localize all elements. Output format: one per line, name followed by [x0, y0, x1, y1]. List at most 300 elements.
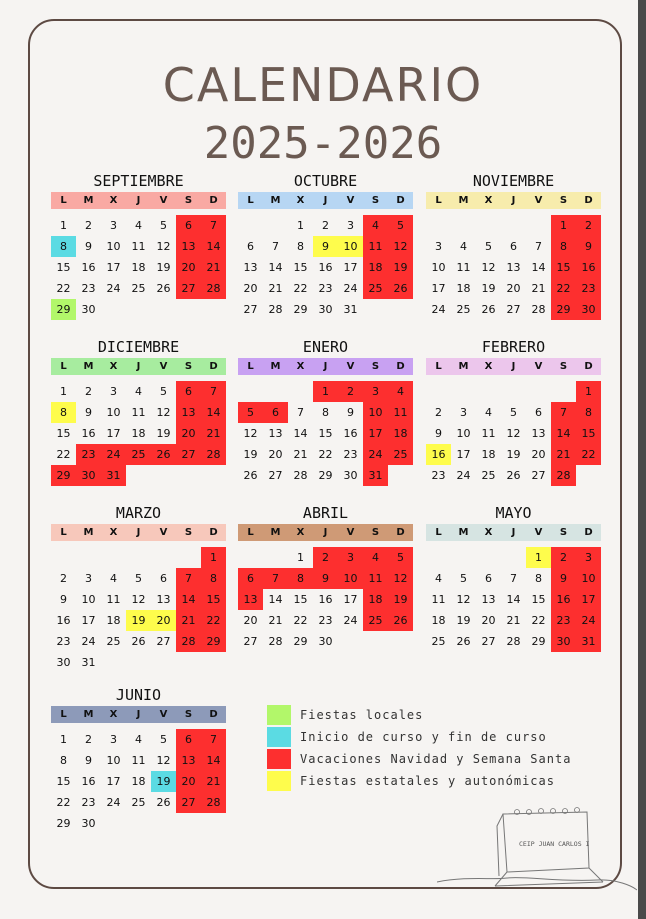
day-cell: 3	[363, 381, 388, 402]
day-cell: 26	[156, 796, 171, 809]
day-cell: 12	[388, 568, 413, 589]
day-cell: 9	[347, 406, 354, 419]
day-cell: 26	[243, 469, 258, 482]
day-cell: 16	[551, 589, 576, 610]
weekday-label: V	[346, 527, 355, 538]
day-cell: 5	[388, 547, 413, 568]
weekday-header	[51, 358, 226, 375]
legend-item-course	[267, 727, 587, 748]
day-cell: 20	[151, 610, 176, 631]
day-cell: 24	[431, 303, 446, 316]
day-cell: 19	[126, 610, 151, 631]
day-cell: 28	[268, 303, 283, 316]
day-cell: 29	[531, 635, 546, 648]
weekday-label: S	[184, 527, 193, 538]
day-cell: 11	[481, 427, 496, 440]
day-cell: 3	[347, 219, 354, 232]
day-cell: 1	[60, 733, 67, 746]
day-cell: 9	[551, 568, 576, 589]
month-name: FEBRERO	[481, 338, 546, 356]
day-cell: 22	[576, 444, 601, 465]
day-cell: 28	[506, 635, 521, 648]
weekday-label: V	[346, 361, 355, 372]
month-name: MARZO	[115, 504, 162, 522]
day-cell: 22	[551, 278, 576, 299]
day-cell: 18	[431, 614, 446, 627]
day-cell: 6	[485, 572, 492, 585]
day-cell: 2	[551, 547, 576, 568]
day-cell: 30	[576, 299, 601, 320]
month-diciembre	[51, 338, 226, 508]
day-cell: 10	[106, 754, 121, 767]
day-cell: 21	[201, 771, 226, 792]
weekday-header	[238, 524, 413, 541]
weekday-label: X	[484, 527, 493, 538]
day-cell: 23	[431, 469, 446, 482]
day-cell: 24	[576, 610, 601, 631]
day-cell: 3	[110, 385, 117, 398]
day-cell: 26	[456, 635, 471, 648]
day-cell: 8	[51, 402, 76, 423]
day-cell: 6	[160, 572, 167, 585]
day-cell: 4	[485, 406, 492, 419]
day-cell: 18	[481, 448, 496, 461]
day-cell: 6	[247, 240, 254, 253]
month-name: ENERO	[302, 338, 349, 356]
day-cell: 3	[110, 733, 117, 746]
day-cell: 21	[176, 610, 201, 631]
day-cell: 1	[551, 215, 576, 236]
weekday-label: L	[247, 527, 254, 538]
day-cell: 8	[201, 568, 226, 589]
weekday-label: S	[371, 527, 380, 538]
day-cell: 18	[131, 261, 146, 274]
weekday-label: L	[435, 527, 442, 538]
day-cell: 25	[363, 278, 388, 299]
weekday-label: M	[270, 527, 281, 538]
day-cell: 30	[81, 817, 96, 830]
day-cell: 2	[338, 381, 363, 402]
day-cell: 27	[506, 303, 521, 316]
day-cell: 4	[363, 215, 388, 236]
weekday-label: M	[83, 361, 94, 372]
day-cell: 14	[268, 261, 283, 274]
legend-label: Vacaciones Navidad y Semana Santa	[300, 752, 572, 766]
day-cell: 7	[201, 215, 226, 236]
day-cell: 31	[363, 465, 388, 486]
day-cell: 3	[460, 406, 467, 419]
weekday-label: L	[60, 195, 67, 206]
day-cell: 12	[456, 593, 471, 606]
day-cell: 20	[481, 614, 496, 627]
day-cell: 4	[135, 385, 142, 398]
day-cell: 4	[435, 572, 442, 585]
weekday-header	[426, 524, 601, 541]
day-cell: 29	[51, 465, 76, 486]
day-cell: 5	[460, 572, 467, 585]
weekday-label: D	[209, 527, 218, 538]
day-cell: 10	[363, 402, 388, 423]
day-cell: 16	[343, 427, 358, 440]
day-cell: 29	[293, 635, 308, 648]
day-cell: 15	[318, 427, 333, 440]
day-cell: 2	[435, 406, 442, 419]
day-cell: 22	[201, 610, 226, 631]
day-cell: 17	[106, 775, 121, 788]
day-cell: 9	[60, 593, 67, 606]
weekday-label: V	[159, 361, 168, 372]
day-cell: 6	[535, 406, 542, 419]
day-cell: 16	[56, 614, 71, 627]
day-cell: 9	[313, 568, 338, 589]
day-cell: 21	[268, 282, 283, 295]
day-cell: 16	[426, 444, 451, 465]
weekday-label: J	[511, 527, 516, 538]
day-cell: 27	[531, 469, 546, 482]
month-name: ABRIL	[302, 504, 349, 522]
day-cell: 29	[293, 303, 308, 316]
month-name: MAYO	[495, 504, 532, 522]
day-cell: 25	[431, 635, 446, 648]
day-cell: 15	[531, 593, 546, 606]
weekday-label: D	[396, 195, 405, 206]
day-cell: 26	[388, 610, 413, 631]
day-cell: 19	[156, 427, 171, 440]
day-cell: 23	[318, 614, 333, 627]
day-cell: 28	[293, 469, 308, 482]
weekday-label: M	[270, 195, 281, 206]
day-cell: 20	[268, 448, 283, 461]
day-cell: 2	[85, 733, 92, 746]
day-cell: 29	[551, 299, 576, 320]
day-cell: 1	[60, 385, 67, 398]
weekday-header	[51, 192, 226, 209]
weekday-label: L	[60, 361, 67, 372]
day-cell: 24	[456, 469, 471, 482]
day-cell: 25	[106, 635, 121, 648]
school-desk-calendar-icon	[437, 806, 637, 892]
weekday-label: X	[296, 195, 305, 206]
day-cell: 31	[343, 303, 358, 316]
day-cell: 16	[318, 261, 333, 274]
day-cell: 25	[363, 610, 388, 631]
day-cell: 24	[101, 444, 126, 465]
day-cell: 10	[338, 568, 363, 589]
legend-item-national	[267, 771, 587, 792]
day-cell: 8	[297, 240, 304, 253]
weekday-label: D	[584, 527, 593, 538]
day-cell: 27	[243, 303, 258, 316]
day-cell: 28	[201, 278, 226, 299]
weekday-label: S	[184, 709, 193, 720]
day-cell: 5	[485, 240, 492, 253]
weekday-label: V	[346, 195, 355, 206]
day-cell: 6	[263, 402, 288, 423]
day-cell: 19	[243, 448, 258, 461]
day-cell: 7	[510, 572, 517, 585]
day-cell: 15	[576, 423, 601, 444]
day-cell: 22	[531, 614, 546, 627]
day-cell: 8	[288, 568, 313, 589]
day-cell: 6	[510, 240, 517, 253]
day-cell: 17	[363, 423, 388, 444]
weekday-label: M	[83, 527, 94, 538]
day-cell: 20	[506, 282, 521, 295]
day-cell: 8	[551, 236, 576, 257]
day-cell: 5	[510, 406, 517, 419]
day-cell: 8	[322, 406, 329, 419]
day-cell: 6	[176, 381, 201, 402]
day-cell: 8	[51, 236, 76, 257]
day-cell: 10	[576, 568, 601, 589]
day-cell: 25	[131, 796, 146, 809]
legend-item-holidays	[267, 749, 587, 770]
day-cell: 23	[81, 282, 96, 295]
day-cell: 1	[576, 381, 601, 402]
weekday-label: S	[184, 361, 193, 372]
weekday-label: L	[60, 527, 67, 538]
day-cell: 18	[131, 427, 146, 440]
day-cell: 7	[272, 240, 279, 253]
day-cell: 2	[322, 219, 329, 232]
day-cell: 6	[176, 215, 201, 236]
day-cell: 25	[388, 444, 413, 465]
day-cell: 23	[318, 282, 333, 295]
weekday-label: X	[109, 195, 118, 206]
day-cell: 8	[535, 572, 542, 585]
day-cell: 5	[135, 572, 142, 585]
weekday-label: J	[511, 195, 516, 206]
day-cell: 27	[268, 469, 283, 482]
weekday-label: V	[159, 527, 168, 538]
day-cell: 30	[551, 631, 576, 652]
weekday-label: J	[323, 195, 328, 206]
month-septiembre	[51, 172, 226, 342]
weekday-label: D	[584, 361, 593, 372]
day-cell: 13	[156, 593, 171, 606]
weekday-label: X	[109, 527, 118, 538]
day-cell: 21	[201, 423, 226, 444]
day-cell: 7	[176, 568, 201, 589]
day-cell: 13	[268, 427, 283, 440]
day-cell: 28	[201, 792, 226, 813]
day-cell: 15	[293, 593, 308, 606]
weekday-label: M	[270, 361, 281, 372]
day-cell: 19	[456, 614, 471, 627]
day-cell: 23	[551, 610, 576, 631]
day-cell: 18	[131, 775, 146, 788]
weekday-label: D	[396, 361, 405, 372]
day-cell: 16	[576, 257, 601, 278]
day-cell: 20	[531, 448, 546, 461]
day-cell: 14	[551, 423, 576, 444]
day-cell: 30	[56, 656, 71, 669]
day-cell: 14	[293, 427, 308, 440]
day-cell: 22	[56, 448, 71, 461]
day-cell: 30	[81, 303, 96, 316]
day-cell: 17	[343, 261, 358, 274]
day-cell: 26	[481, 303, 496, 316]
day-cell: 14	[506, 593, 521, 606]
day-cell: 29	[56, 817, 71, 830]
day-cell: 11	[131, 406, 146, 419]
day-cell: 2	[85, 385, 92, 398]
day-cell: 19	[151, 771, 176, 792]
day-cell: 23	[76, 444, 101, 465]
day-cell: 21	[293, 448, 308, 461]
weekday-label: S	[184, 195, 193, 206]
weekday-label: S	[371, 195, 380, 206]
weekday-header	[51, 524, 226, 541]
day-cell: 28	[551, 465, 576, 486]
day-cell: 1	[297, 551, 304, 564]
weekday-label: M	[458, 195, 469, 206]
day-cell: 26	[151, 444, 176, 465]
day-cell: 7	[551, 402, 576, 423]
weekday-label: S	[559, 361, 568, 372]
day-cell: 4	[135, 219, 142, 232]
day-cell: 14	[201, 750, 226, 771]
month-name: DICIEMBRE	[97, 338, 180, 356]
day-cell: 10	[81, 593, 96, 606]
weekday-label: J	[136, 709, 141, 720]
month-marzo	[51, 504, 226, 674]
day-cell: 4	[363, 547, 388, 568]
day-cell: 20	[243, 282, 258, 295]
day-cell: 9	[85, 754, 92, 767]
day-cell: 9	[85, 406, 92, 419]
day-cell: 3	[338, 547, 363, 568]
day-cell: 16	[81, 427, 96, 440]
legend-swatch	[267, 705, 291, 725]
day-cell: 1	[297, 219, 304, 232]
day-cell: 30	[76, 465, 101, 486]
day-cell: 4	[388, 381, 413, 402]
day-cell: 24	[106, 282, 121, 295]
day-cell: 28	[176, 631, 201, 652]
school-name: CEIP JUAN CARLOS I	[519, 840, 590, 848]
day-cell: 3	[435, 240, 442, 253]
day-cell: 14	[201, 236, 226, 257]
day-cell: 25	[126, 444, 151, 465]
day-cell: 26	[156, 282, 171, 295]
day-cell: 14	[201, 402, 226, 423]
weekday-label: D	[209, 195, 218, 206]
day-cell: 19	[506, 448, 521, 461]
day-cell: 2	[60, 572, 67, 585]
month-name: JUNIO	[115, 686, 162, 704]
weekday-label: X	[109, 709, 118, 720]
month-noviembre	[426, 172, 601, 342]
day-cell: 21	[551, 444, 576, 465]
day-cell: 7	[201, 381, 226, 402]
day-cell: 28	[531, 303, 546, 316]
day-cell: 7	[297, 406, 304, 419]
day-cell: 17	[81, 614, 96, 627]
day-cell: 10	[431, 261, 446, 274]
day-cell: 18	[388, 423, 413, 444]
day-cell: 3	[576, 547, 601, 568]
month-name: NOVIEMBRE	[472, 172, 555, 190]
weekday-label: J	[323, 361, 328, 372]
day-cell: 18	[106, 614, 121, 627]
weekday-header	[238, 192, 413, 209]
day-cell: 13	[506, 261, 521, 274]
day-cell: 11	[363, 236, 388, 257]
day-cell: 27	[176, 792, 201, 813]
day-cell: 11	[388, 402, 413, 423]
day-cell: 10	[338, 236, 363, 257]
day-cell: 24	[343, 282, 358, 295]
weekday-label: S	[559, 195, 568, 206]
weekday-label: L	[247, 195, 254, 206]
day-cell: 5	[238, 402, 263, 423]
day-cell: 4	[460, 240, 467, 253]
weekday-label: L	[435, 195, 442, 206]
weekday-label: X	[296, 527, 305, 538]
day-cell: 12	[506, 427, 521, 440]
day-cell: 17	[106, 427, 121, 440]
day-cell: 2	[313, 547, 338, 568]
day-cell: 29	[318, 469, 333, 482]
day-cell: 11	[106, 593, 121, 606]
day-cell: 25	[131, 282, 146, 295]
day-cell: 13	[531, 427, 546, 440]
day-cell: 29	[51, 299, 76, 320]
weekday-label: J	[136, 195, 141, 206]
weekday-label: S	[559, 527, 568, 538]
day-cell: 26	[388, 278, 413, 299]
day-cell: 15	[551, 257, 576, 278]
day-cell: 29	[201, 631, 226, 652]
month-name: OCTUBRE	[293, 172, 358, 190]
day-cell: 19	[481, 282, 496, 295]
day-cell: 27	[176, 444, 201, 465]
legend-label: Fiestas estatales y autonómicas	[300, 774, 555, 788]
day-cell: 13	[238, 589, 263, 610]
weekday-label: L	[60, 709, 67, 720]
day-cell: 12	[156, 240, 171, 253]
day-cell: 13	[481, 593, 496, 606]
day-cell: 19	[388, 589, 413, 610]
weekday-label: J	[136, 361, 141, 372]
weekday-label: V	[534, 195, 543, 206]
day-cell: 3	[110, 219, 117, 232]
weekday-header	[51, 706, 226, 723]
weekday-label: D	[584, 195, 593, 206]
weekday-label: L	[247, 361, 254, 372]
day-cell: 14	[268, 593, 283, 606]
day-cell: 23	[56, 635, 71, 648]
month-junio	[51, 686, 226, 856]
day-cell: 4	[135, 733, 142, 746]
weekday-label: V	[534, 527, 543, 538]
day-cell: 17	[456, 448, 471, 461]
day-cell: 10	[456, 427, 471, 440]
day-cell: 15	[56, 775, 71, 788]
day-cell: 9	[576, 236, 601, 257]
weekday-label: L	[435, 361, 442, 372]
day-cell: 22	[293, 614, 308, 627]
day-cell: 12	[481, 261, 496, 274]
day-cell: 28	[201, 444, 226, 465]
weekday-header	[426, 358, 601, 375]
day-cell: 2	[576, 215, 601, 236]
day-cell: 12	[243, 427, 258, 440]
day-cell: 13	[176, 402, 201, 423]
day-cell: 11	[131, 754, 146, 767]
weekday-label: X	[296, 361, 305, 372]
